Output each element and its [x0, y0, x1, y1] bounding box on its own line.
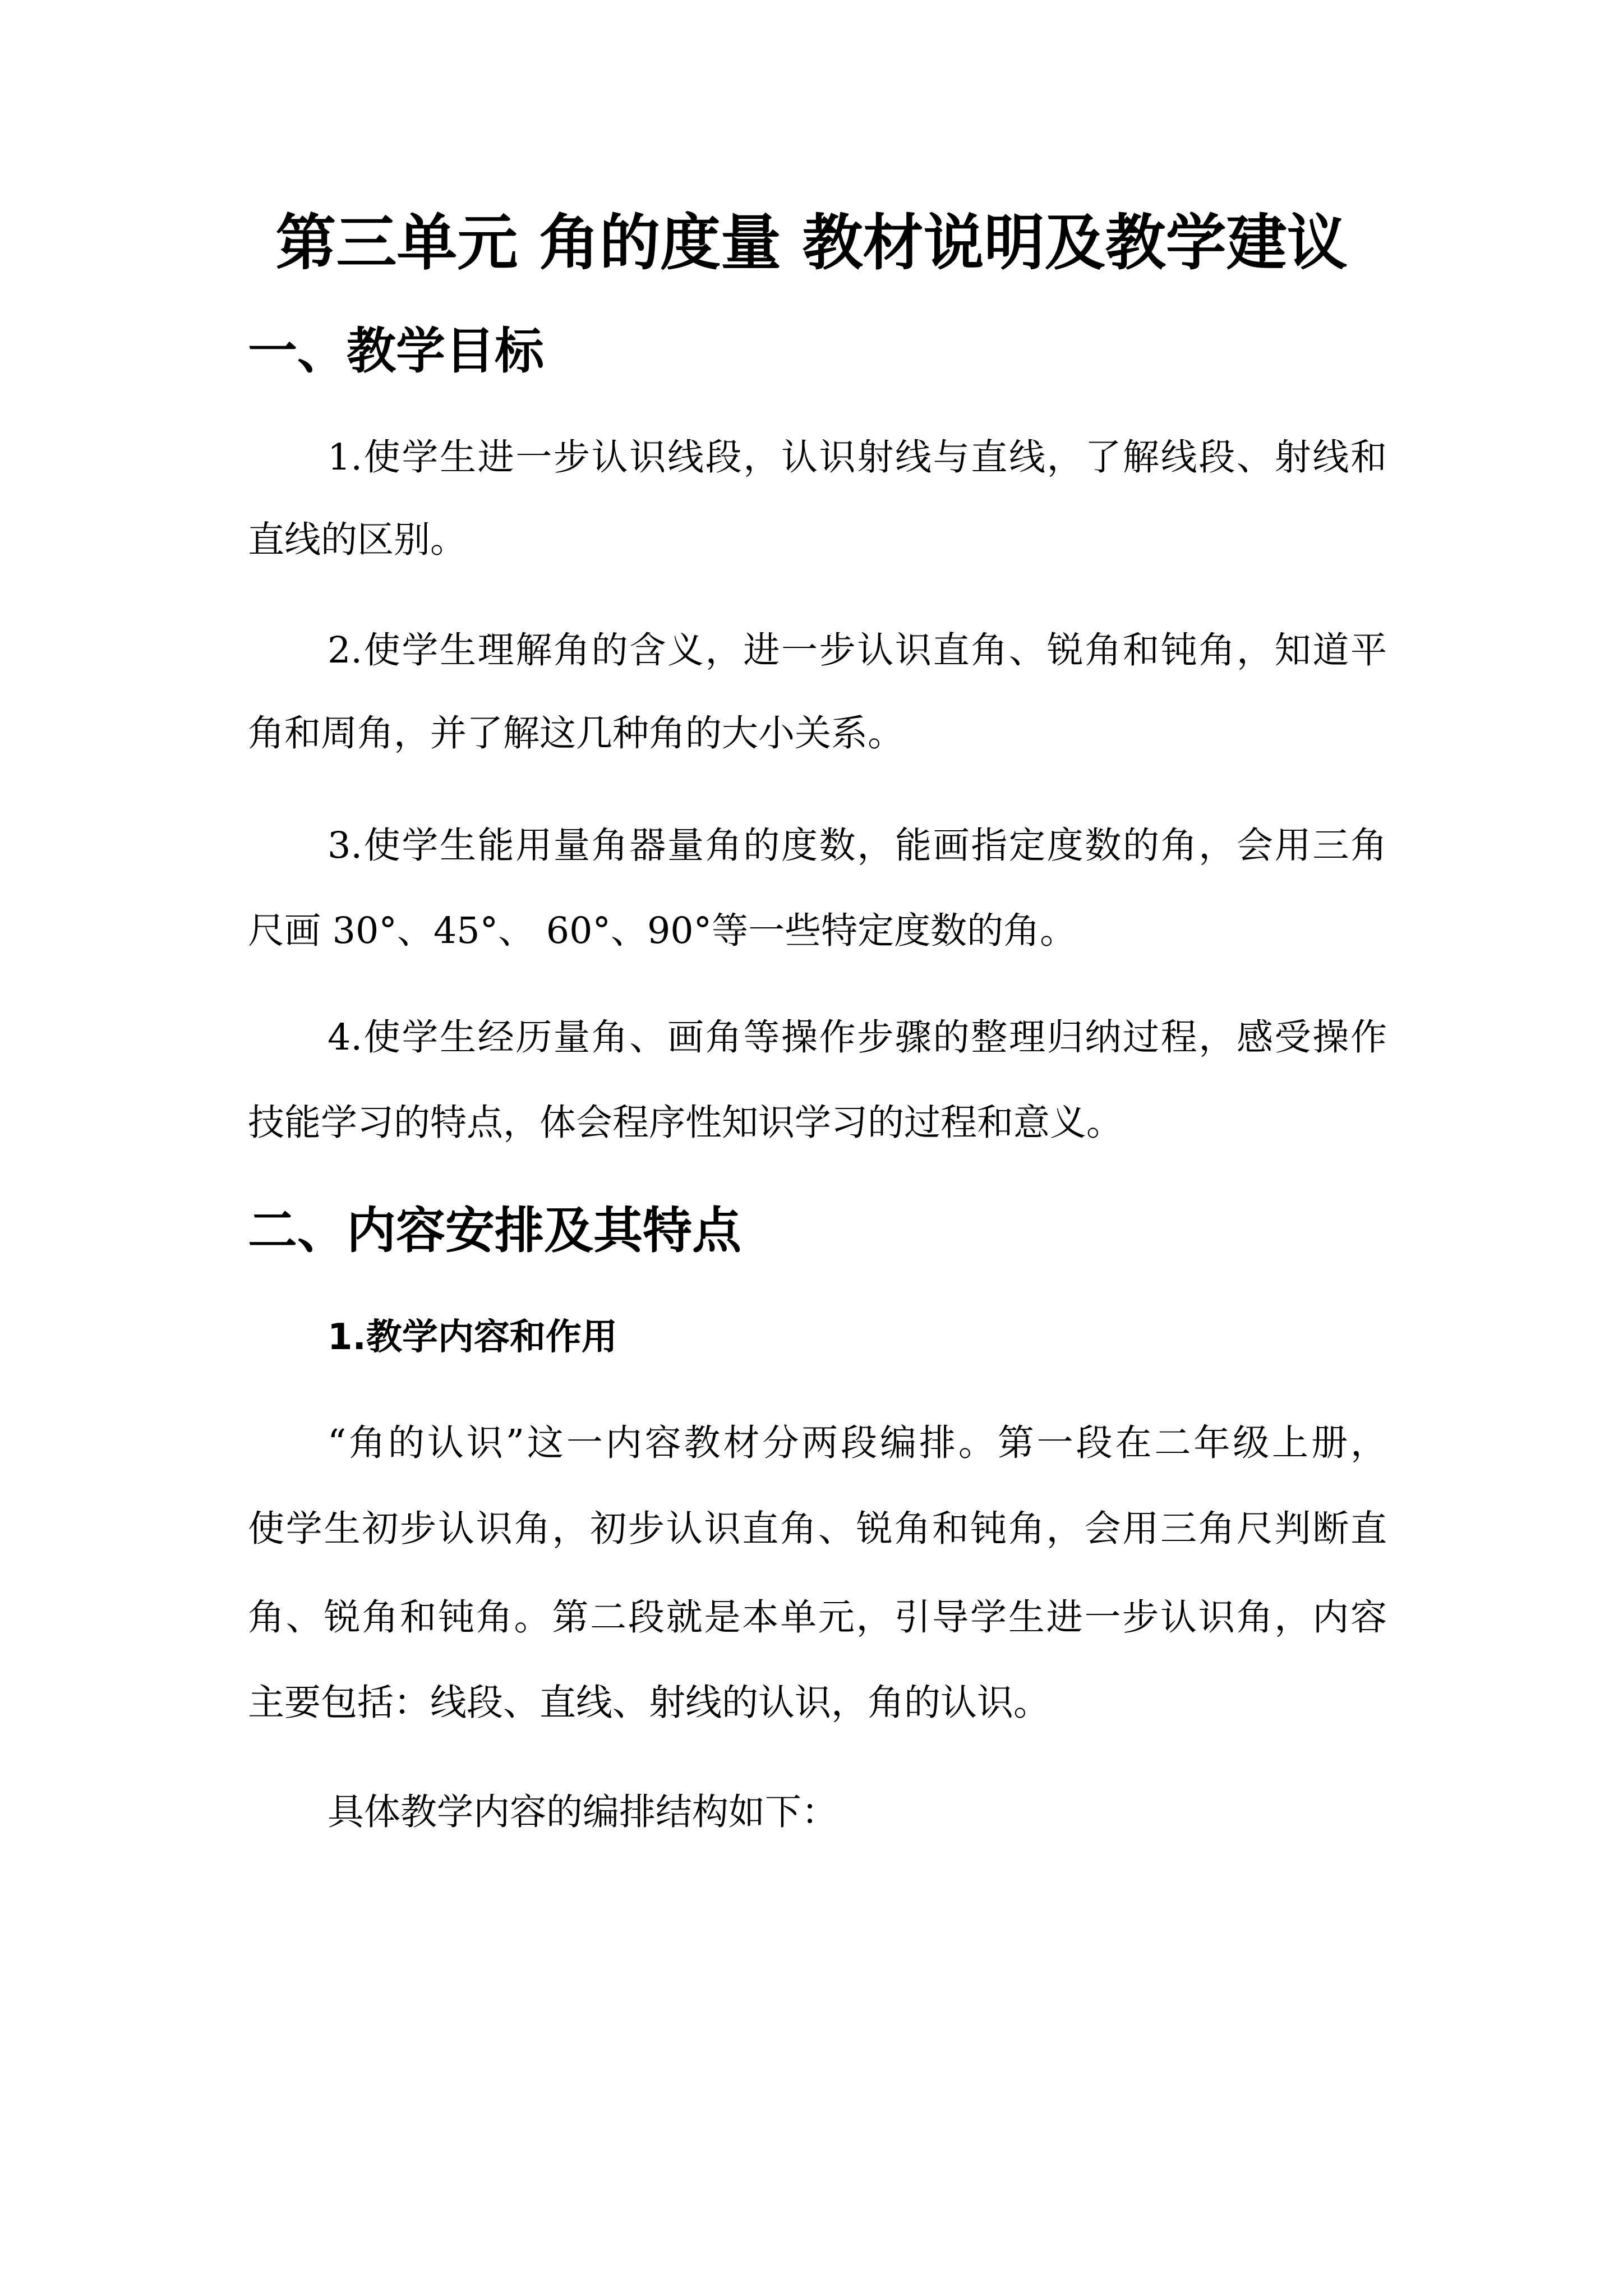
section-heading-content-arrangement: 二、内容安排及其特点	[248, 1202, 742, 1259]
structure-intro-line: 具体教学内容的编排结构如下：	[328, 1791, 838, 1833]
goal-2-line-2: 角和周角，并了解这几种角的大小关系。	[248, 712, 905, 754]
goal-1-line-1: 1.使学生进一步认识线段，认识射线与直线，了解线段、射线和	[328, 436, 1387, 478]
goal-4-line-2: 技能学习的特点，体会程序性知识学习的过程和意义。	[248, 1102, 1123, 1144]
goal-1-line-2: 直线的区别。	[248, 519, 467, 561]
goal-3-line-2: 尺画 30°、45°、 60°、90°等一些特定度数的角。	[248, 910, 1077, 952]
content-paragraph-line-1: “角的认识”这一内容教材分两段编排。第一段在二年级上册，	[328, 1422, 1387, 1464]
subheading-teaching-content: 1.教学内容和作用	[328, 1317, 617, 1358]
goal-4-line-1: 4.使学生经历量角、画角等操作步骤的整理归纳过程，感受操作	[328, 1016, 1387, 1059]
content-paragraph-line-4: 主要包括：线段、直线、射线的认识，角的认识。	[248, 1682, 1050, 1724]
goal-2-line-1: 2.使学生理解角的含义，进一步认识直角、锐角和钝角，知道平	[328, 629, 1387, 671]
goal-3-line-1: 3.使学生能用量角器量角的度数，能画指定度数的角，会用三角	[328, 825, 1387, 867]
document-title: 第三单元 角的度量 教材说明及教学建议	[275, 208, 1348, 278]
content-paragraph-line-2: 使学生初步认识角，初步认识直角、锐角和钝角，会用三角尺判断直	[248, 1508, 1387, 1550]
section-heading-teaching-goals: 一、教学目标	[248, 322, 545, 380]
content-paragraph-line-3: 角、锐角和钝角。第二段就是本单元，引导学生进一步认识角，内容	[248, 1596, 1387, 1639]
